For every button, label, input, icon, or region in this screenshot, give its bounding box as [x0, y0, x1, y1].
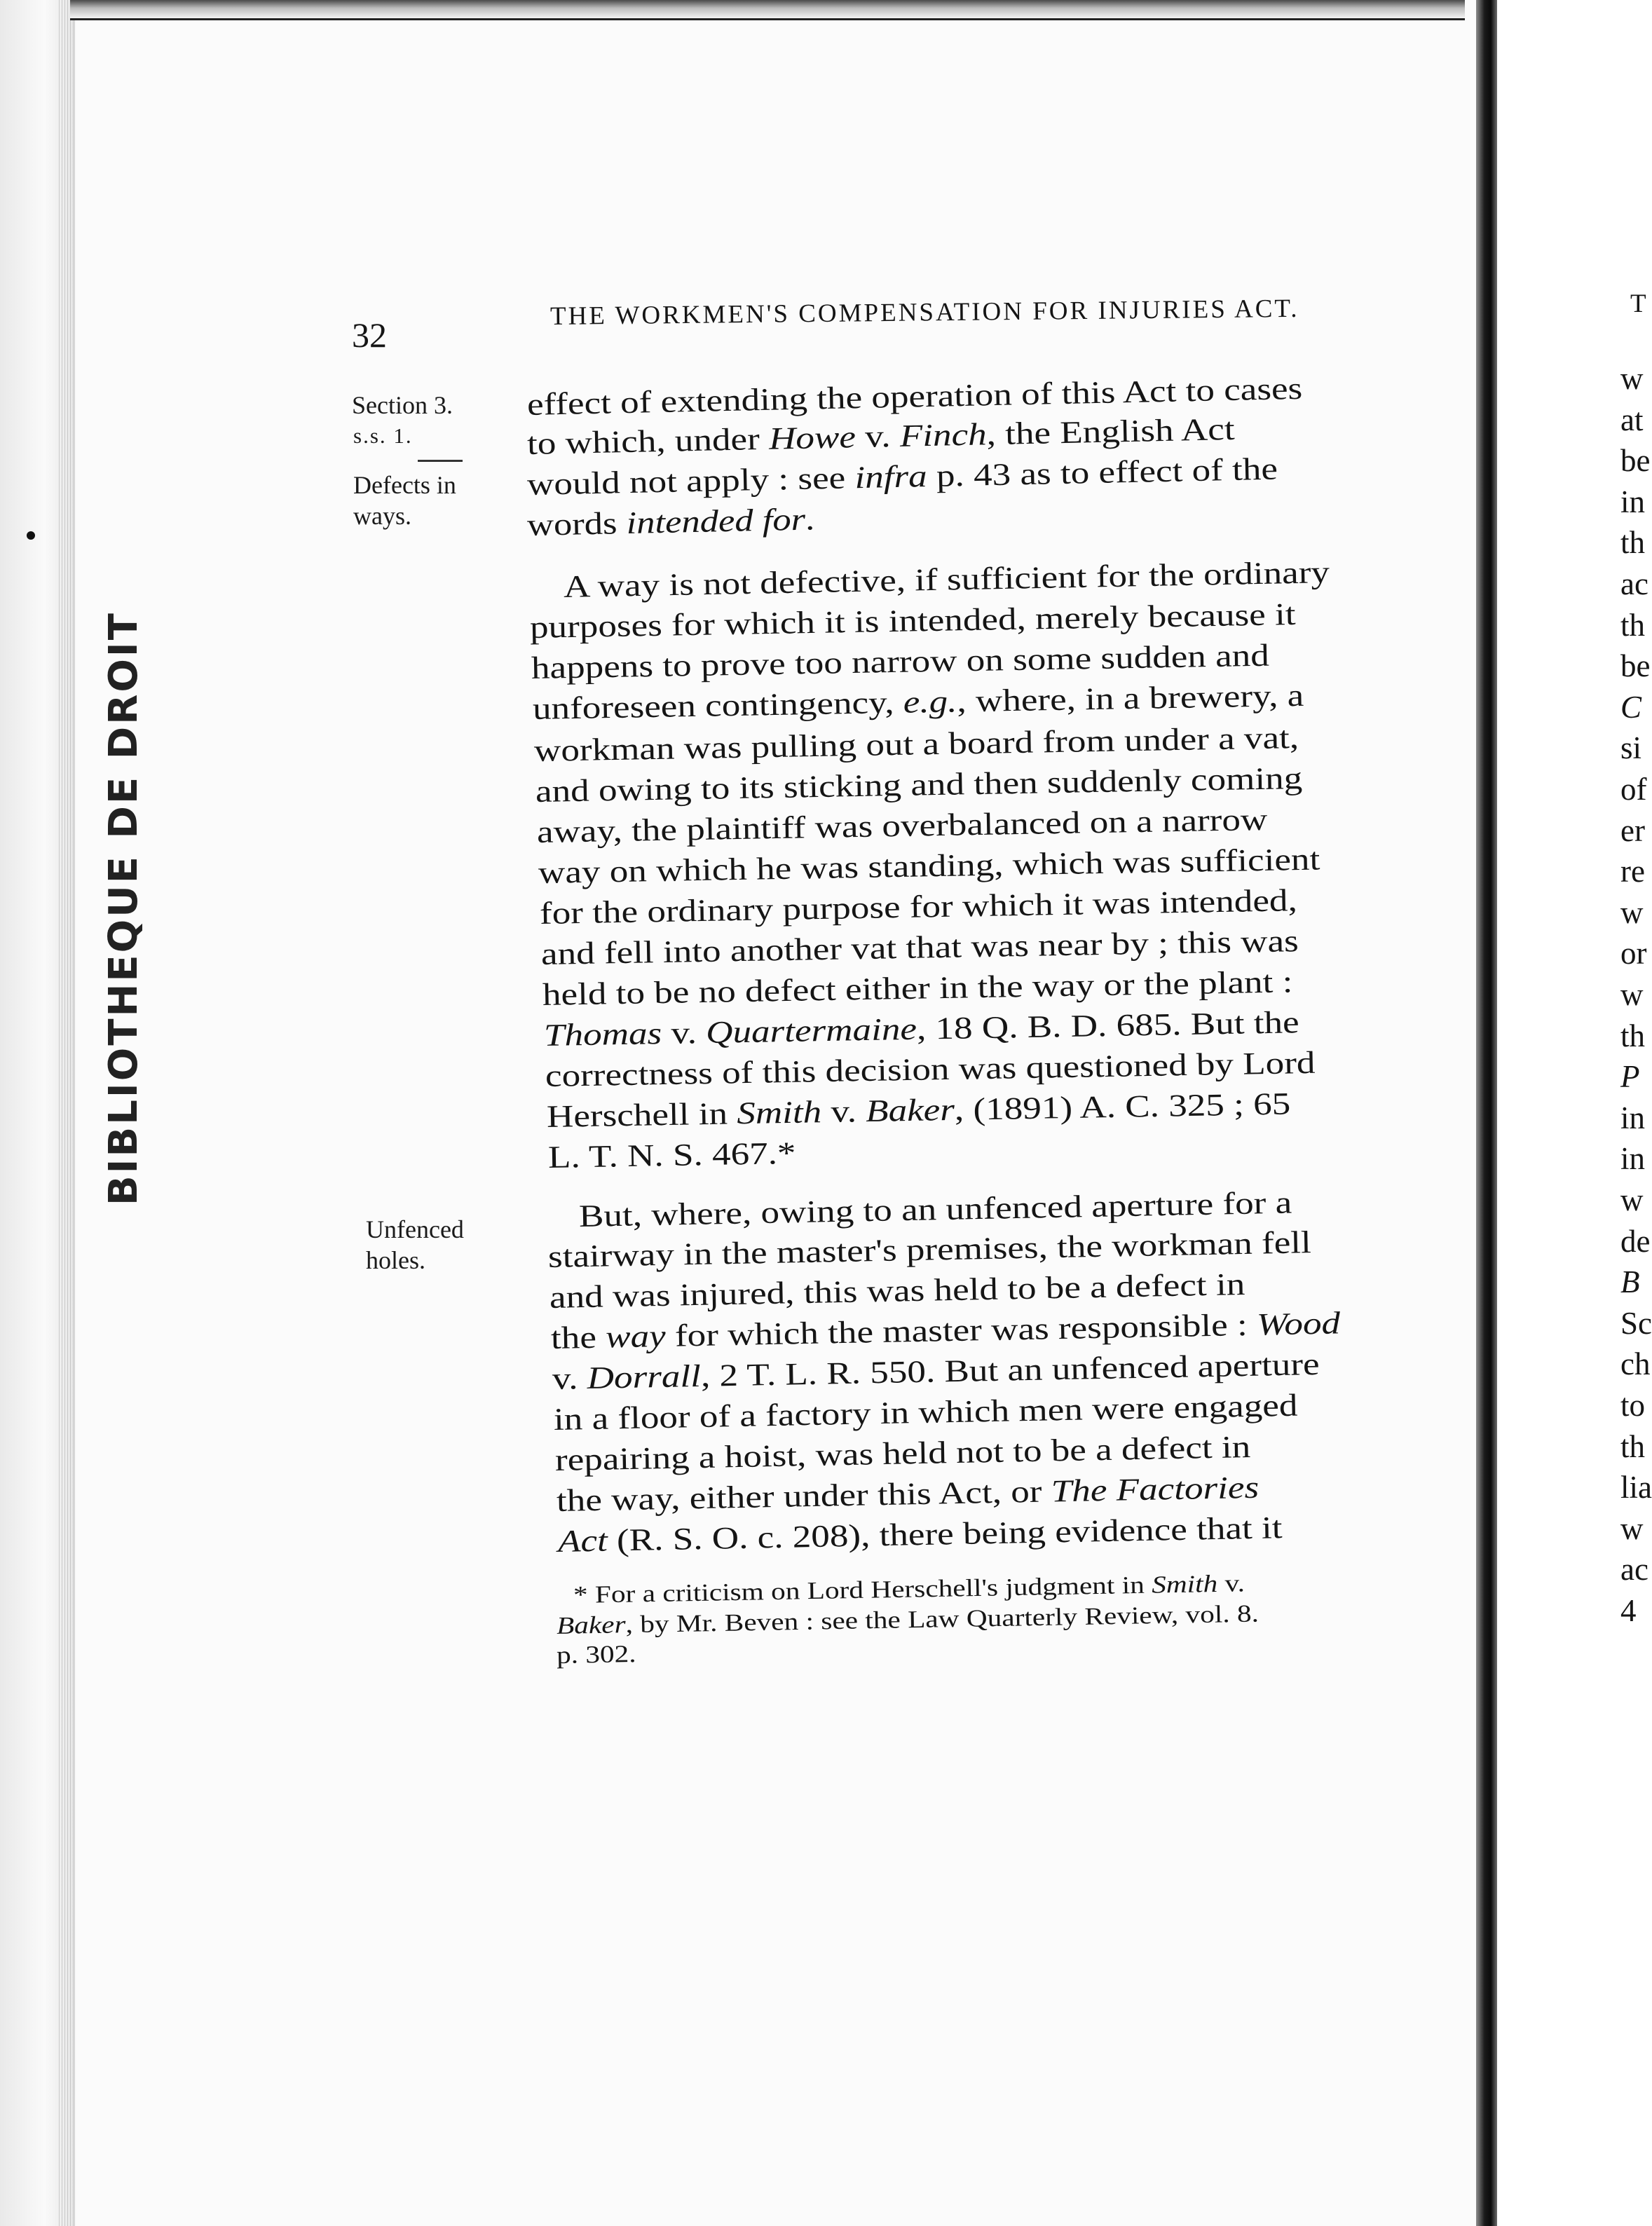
text-run: for the ordinary purpose for which it was intended,: [539, 882, 1298, 931]
text-run: v.: [821, 1093, 866, 1130]
text-run: away, the plaintiff was overbalanced on a narrow: [536, 801, 1268, 849]
italic-text: way: [605, 1318, 667, 1355]
margin-note-unfenced: [366, 1214, 464, 1276]
italic-text: Dorrall: [587, 1358, 702, 1396]
text-run: purposes for which it is intended, merely because it: [529, 596, 1296, 645]
text-run: way on which he was standing, which was sufficient: [538, 841, 1320, 890]
facing-page-fragment: w: [1620, 361, 1644, 396]
top-page-edge: [70, 0, 1465, 20]
margin-note-defects: [353, 470, 456, 531]
facing-page-fragment: re: [1620, 854, 1645, 889]
text-run: But, where, owing to an unfenced aperture for a: [578, 1184, 1292, 1234]
text-run: A way is not defective, if sufficient for the ordinary: [563, 554, 1330, 604]
text-run: happens to prove too narrow on some sudden and: [531, 637, 1270, 685]
italic-text: Act: [557, 1522, 608, 1559]
facing-page-fragment: ch: [1620, 1346, 1651, 1382]
facing-page-fragment: at: [1620, 402, 1644, 437]
margin-note-unfenced-line: holes.: [366, 1246, 425, 1274]
text-run: and fell into another vat that was near by ; this was: [540, 923, 1299, 971]
text-run: effect of extending the operation of this Act to cases: [526, 370, 1303, 422]
facing-page-fragment: in: [1620, 1141, 1646, 1177]
text-run: .: [805, 501, 815, 537]
italic-text: The Factories: [1051, 1469, 1260, 1509]
facing-page-fragment: w: [1620, 1510, 1644, 1546]
facing-page-fragment: B: [1620, 1264, 1640, 1300]
text-run: , 2 T. L. R. 550. But an unfenced aperture: [700, 1346, 1320, 1393]
italic-text: Smith: [736, 1094, 822, 1131]
page-number: 32: [352, 315, 387, 355]
facing-page-fragment: si: [1620, 730, 1642, 766]
facing-page-fragment: Sc: [1620, 1305, 1652, 1341]
facing-page-fragment: ac: [1620, 1552, 1648, 1587]
facing-page-fragment: to: [1620, 1388, 1646, 1423]
text-run: , (1891) A. C. 325 ; 65: [954, 1086, 1291, 1127]
facing-page-head: T: [1630, 289, 1646, 318]
footnote-line: [557, 1639, 636, 1671]
margin-rule: [418, 460, 463, 462]
body-line: [547, 1133, 796, 1177]
facing-page-fragment: w: [1620, 894, 1644, 930]
text-run: correctness of this decision was questioned by Lord: [545, 1044, 1316, 1093]
text-run: , the English Act: [986, 411, 1236, 452]
running-title: THE WORKMEN'S COMPENSATION FOR INJURIES ACT.: [549, 294, 1299, 331]
facing-page-fragment: in: [1620, 484, 1646, 519]
text-run: unforeseen contingency,: [532, 684, 904, 726]
margin-note-defects-line: Defects in: [353, 471, 456, 499]
body-line: [526, 498, 814, 545]
facing-page-fragment: w: [1620, 977, 1644, 1012]
italic-text: Wood: [1256, 1305, 1341, 1342]
facing-page-fragment: lia: [1620, 1470, 1652, 1505]
italic-text: Baker: [865, 1091, 955, 1129]
facing-page-fragment: or: [1620, 936, 1647, 971]
text-run: to which, under: [526, 421, 770, 461]
text-run: (R. S. O. c. 208), there being evidence that it: [607, 1510, 1283, 1558]
margin-note-section: Section 3.: [352, 391, 453, 419]
margin-note-unfenced-line: Unfenced: [366, 1215, 464, 1243]
text-run: and was injured, this was held to be a defect in: [549, 1266, 1245, 1315]
italic-text: e.g.: [903, 683, 957, 720]
italic-text: Howe: [768, 419, 856, 456]
text-run: workman was pulling out a board from under a vat,: [533, 719, 1299, 768]
facing-page-fragment: de: [1620, 1223, 1651, 1259]
italic-text: Finch: [899, 416, 988, 453]
text-run: the way, either under this Act, or: [556, 1473, 1052, 1518]
text-run: for which the master was responsible :: [665, 1306, 1257, 1353]
margin-note-defects-line: ways.: [353, 502, 411, 530]
facing-page-fragment: P: [1620, 1059, 1640, 1095]
text-run: would not apply : see: [526, 460, 855, 502]
facing-page-fragment: of: [1620, 772, 1647, 807]
facing-page-fragment: in: [1620, 1100, 1646, 1135]
text-run: words: [526, 505, 627, 542]
italic-text: Thomas: [543, 1016, 662, 1053]
text-run: , 18 Q. B. D. 685. But the: [916, 1004, 1300, 1046]
text-run: v.: [855, 418, 901, 455]
text-run: stairway in the master's premises, the workman fell: [547, 1224, 1312, 1274]
italic-text: Baker: [556, 1611, 626, 1639]
library-stamp: [101, 1121, 157, 1206]
text-run: v.: [1217, 1569, 1245, 1597]
facing-page-fragment: ac: [1620, 566, 1648, 601]
facing-page-fragment: w: [1620, 1182, 1644, 1217]
margin-note-subsection: s.s. 1.: [353, 423, 413, 448]
text-run: held to be no defect either in the way or the plant :: [542, 964, 1293, 1012]
text-run: Herschell in: [546, 1095, 737, 1134]
text-run: v.: [661, 1014, 706, 1051]
facing-page-fragment: be: [1620, 443, 1651, 479]
italic-text: infra: [854, 458, 928, 496]
text-run: the: [550, 1319, 606, 1356]
text-run: and owing to its sticking and then suddenly coming: [535, 760, 1303, 809]
ink-dot: [27, 531, 35, 540]
italic-text: Quartermaine: [705, 1011, 917, 1050]
facing-page-fragment: C: [1620, 689, 1642, 725]
text-run: , where, in a brewery, a: [956, 677, 1304, 719]
italic-text: Smith: [1151, 1569, 1218, 1599]
facing-page-fragment: er: [1620, 812, 1645, 848]
book-gutter: [1476, 0, 1497, 2226]
facing-page-fragment: th: [1620, 1428, 1646, 1464]
italic-text: intended for: [626, 501, 806, 541]
text-run: p. 302.: [556, 1640, 636, 1669]
facing-page-fragment: 4: [1620, 1593, 1637, 1628]
text-run: in a floor of a factory in which men were engaged: [553, 1387, 1298, 1437]
facing-page-fragment: be: [1620, 648, 1651, 684]
text-run: v.: [552, 1360, 588, 1396]
facing-page-fragment: th: [1620, 1018, 1646, 1053]
text-run: p. 43 as to effect of the: [927, 451, 1278, 494]
facing-page-fragment: th: [1620, 525, 1646, 561]
text-run: repairing a hoist, was held not to be a defect in: [554, 1428, 1251, 1477]
facing-page-fragment: th: [1620, 607, 1646, 643]
text-run: * For a criticism on Lord Herschell's judgment in: [573, 1571, 1152, 1609]
text-run: L. T. N. S. 467.*: [547, 1135, 796, 1175]
text-run: , by Mr. Beven : see the Law Quarterly Review, vol. 8.: [625, 1599, 1260, 1639]
page-stack-lines: [59, 0, 74, 2226]
